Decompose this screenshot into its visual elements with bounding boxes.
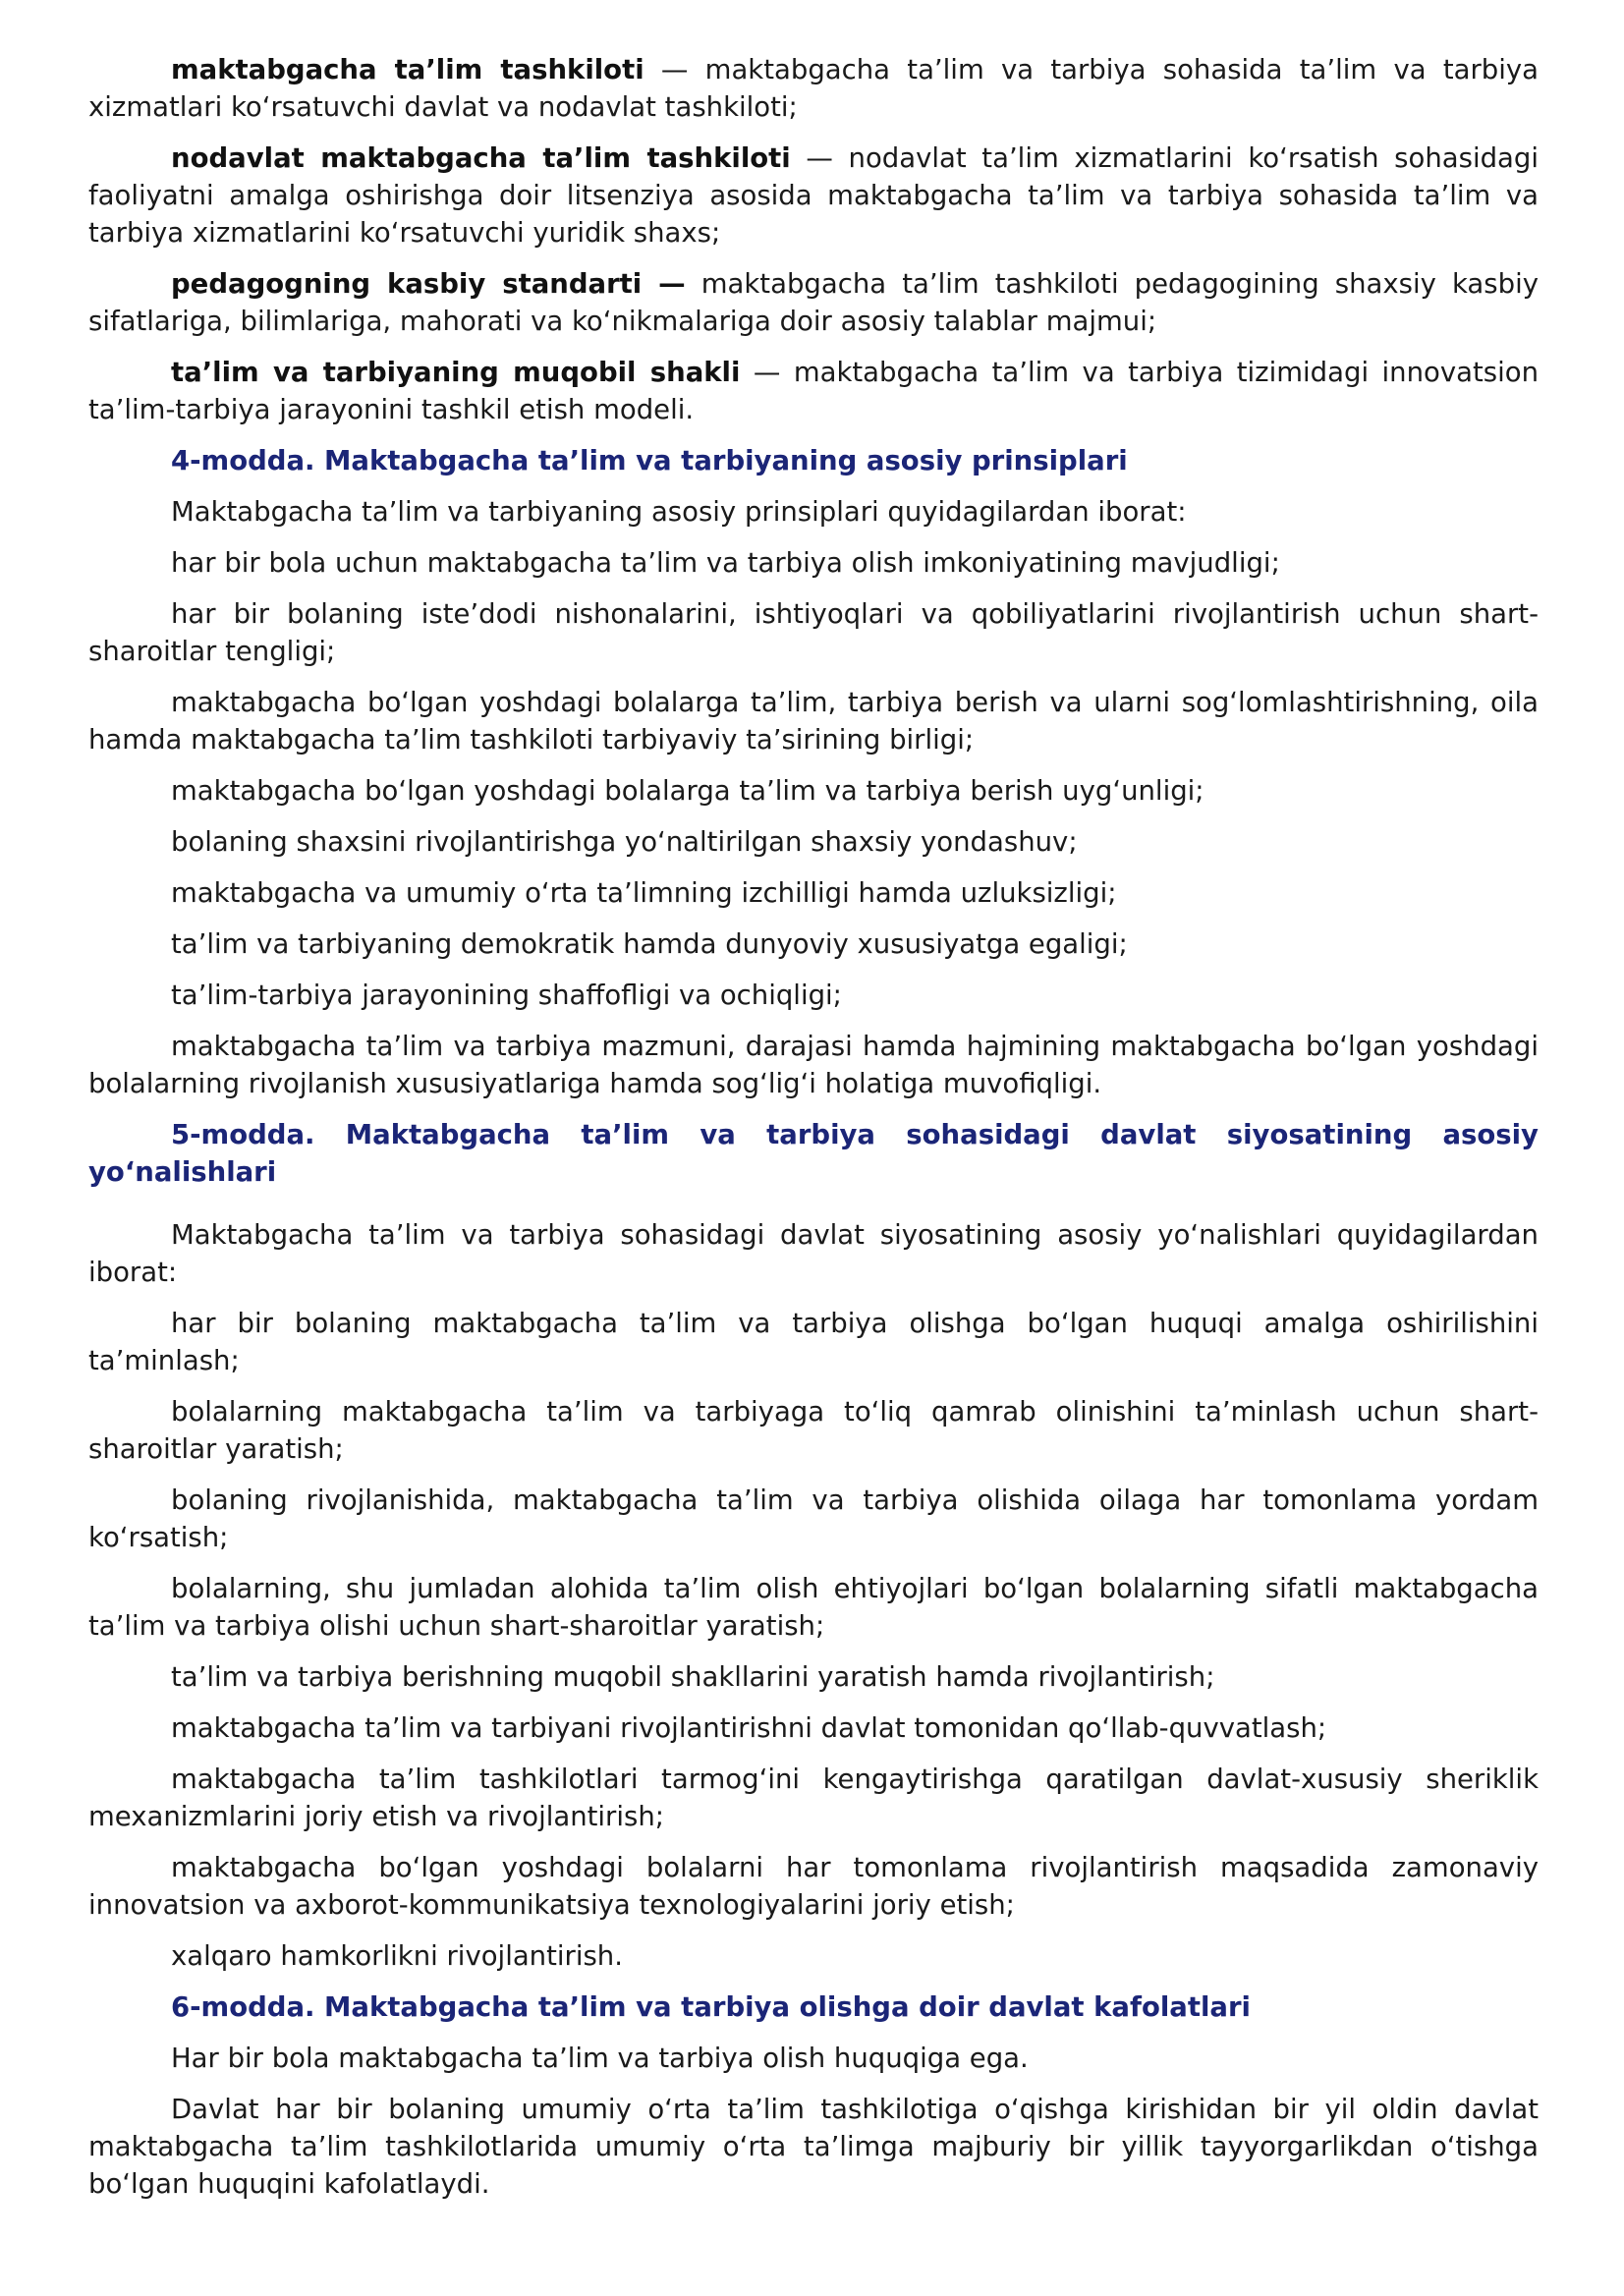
definition-term: pedagogning kasbiy standarti —: [171, 268, 686, 300]
definition-text: — maktabgacha ta’lim va tarbiya sohasida ta’lim va tarbiya xizmatlari koʻrsatuvchi davlat va nodavlat tashkiloti;: [88, 54, 1539, 123]
definition-paragraph: [88, 51, 1539, 126]
article-4-paragraph: bolaning shaxsini rivojlantirishga yoʻnaltirilgan shaxsiy yondashuv;: [171, 826, 1078, 858]
article-6-heading: 6-modda. Maktabgacha ta’lim va tarbiya olishga doir davlat kafolatlari: [171, 1991, 1251, 2023]
article-4-paragraph: maktabgacha boʻlgan yoshdagi bolalarga ta’lim va tarbiya berish uygʻunligi;: [171, 775, 1204, 807]
definition-paragraph: [88, 140, 1539, 252]
article-4-paragraph: har bir bola uchun maktabgacha ta’lim va tarbiya olish imkoniyatining mavjudligi;: [171, 547, 1280, 579]
definition-term: maktabgacha ta’lim tashkiloti: [171, 54, 644, 85]
article-4-heading: 4-modda. Maktabgacha ta’lim va tarbiyaning asosiy prinsiplari: [171, 445, 1128, 476]
article-4-paragraph: maktabgacha va umumiy oʻrta ta’limning izchilligi hamda uzluksizligi;: [171, 877, 1117, 909]
article-5-paragraph: ta’lim va tarbiya berishning muqobil shakllarini yaratish hamda rivojlantirish;: [171, 1661, 1215, 1693]
article-4-paragraph: maktabgacha boʻlgan yoshdagi bolalarga ta’lim, tarbiya berish va ularni sogʻlomlashtirishning, oila hamda maktabgacha ta’lim tashkiloti tarbiyaviy ta’sirining birligi;: [88, 687, 1539, 756]
article-4-paragraph: maktabgacha ta’lim va tarbiya mazmuni, darajasi hamda hajmining maktabgacha boʻlgan yoshdagi bolalarning rivojlanish xususiyatlariga hamda sogʻligʻi holatiga muvofiqligi.: [88, 1031, 1539, 1099]
definition-text: maktabgacha ta’lim tashkiloti pedagogining shaxsiy kasbiy sifatlariga, bilimlariga, mahorati va koʻnikmalariga doir asosiy talablar majmui;: [88, 268, 1539, 337]
article-5-paragraph: xalqaro hamkorlikni rivojlantirish.: [171, 1940, 623, 1972]
definition-paragraph: [88, 354, 1539, 428]
definition-text: — nodavlat ta’lim xizmatlarini koʻrsatish sohasidagi faoliyatni amalga oshirishga doir litsenziya asosida maktabgacha ta’lim va tarbiya sohasida ta’lim va tarbiya xizmatlarini koʻrsatuvchi yuridik shaxs;: [88, 142, 1539, 249]
article-5-paragraph: bolaning rivojlanishida, maktabgacha ta’lim va tarbiya olishida oilaga har tomonlama yordam koʻrsatish;: [88, 1484, 1539, 1553]
article-5-paragraph: bolalarning maktabgacha ta’lim va tarbiyaga toʻliq qamrab olinishini ta’minlash uchun shart-sharoitlar yaratish;: [88, 1396, 1539, 1465]
article-6-paragraph: Davlat har bir bolaning umumiy oʻrta ta’lim tashkilotiga oʻqishga kirishidan bir yil oldin davlat maktabgacha ta’lim tashkilotlarida umumiy oʻrta ta’limga majburiy bir yillik tayyorgarlikdan oʻtishga boʻlgan huquqini kafolatlaydi.: [88, 2094, 1539, 2200]
article-4-paragraph: har bir bolaning iste’dodi nishonalarini, ishtiyoqlari va qobiliyatlarini rivojlantirish uchun shart-sharoitlar tengligi;: [88, 598, 1539, 667]
article-5-paragraph: har bir bolaning maktabgacha ta’lim va tarbiya olishga boʻlgan huquqi amalga oshirilishini ta’minlash;: [88, 1308, 1539, 1376]
article-5-paragraph: maktabgacha ta’lim tashkilotlari tarmogʻini kengaytirishga qaratilgan davlat-xususiy sheriklik mexanizmlarini joriy etish va rivojlantirish;: [88, 1764, 1539, 1832]
article-5-heading: 5-modda. Maktabgacha ta’lim va tarbiya sohasidagi davlat siyosatining asosiy yoʻnalishlari: [88, 1119, 1539, 1188]
definition-text: — maktabgacha ta’lim va tarbiya tizimidagi innovatsion ta’lim-tarbiya jarayonini tashkil etish modeli.: [88, 357, 1539, 425]
definition-paragraph: [88, 265, 1539, 340]
article-6-paragraph: Har bir bola maktabgacha ta’lim va tarbiya olish huquqiga ega.: [171, 2043, 1029, 2074]
document-page: [88, 51, 1539, 2216]
article-4-paragraph: ta’lim va tarbiyaning demokratik hamda dunyoviy xususiyatga egaligi;: [171, 928, 1128, 960]
article-5-paragraph: maktabgacha boʻlgan yoshdagi bolalarni har tomonlama rivojlantirish maqsadida zamonaviy innovatsion va axborot-kommunikatsiya texnologiyalarini joriy etish;: [88, 1852, 1539, 1921]
definition-term: ta’lim va tarbiyaning muqobil shakli: [171, 357, 741, 388]
article-5-paragraph: bolalarning, shu jumladan alohida ta’lim olish ehtiyojlari boʻlgan bolalarning sifatli maktabgacha ta’lim va tarbiya olishi uchun shart-sharoitlar yaratish;: [88, 1573, 1539, 1642]
article-5-paragraph: maktabgacha ta’lim va tarbiyani rivojlantirishni davlat tomonidan qoʻllab-quvvatlash;: [171, 1712, 1327, 1744]
article-4-paragraph: ta’lim-tarbiya jarayonining shaffofligi va ochiqligi;: [171, 980, 842, 1011]
definition-term: nodavlat maktabgacha ta’lim tashkiloti: [171, 142, 791, 174]
article-5-paragraph: Maktabgacha ta’lim va tarbiya sohasidagi davlat siyosatining asosiy yoʻnalishlari quyidagilardan iborat:: [88, 1219, 1539, 1288]
article-4-paragraph: Maktabgacha ta’lim va tarbiyaning asosiy prinsiplari quyidagilardan iborat:: [171, 496, 1187, 528]
